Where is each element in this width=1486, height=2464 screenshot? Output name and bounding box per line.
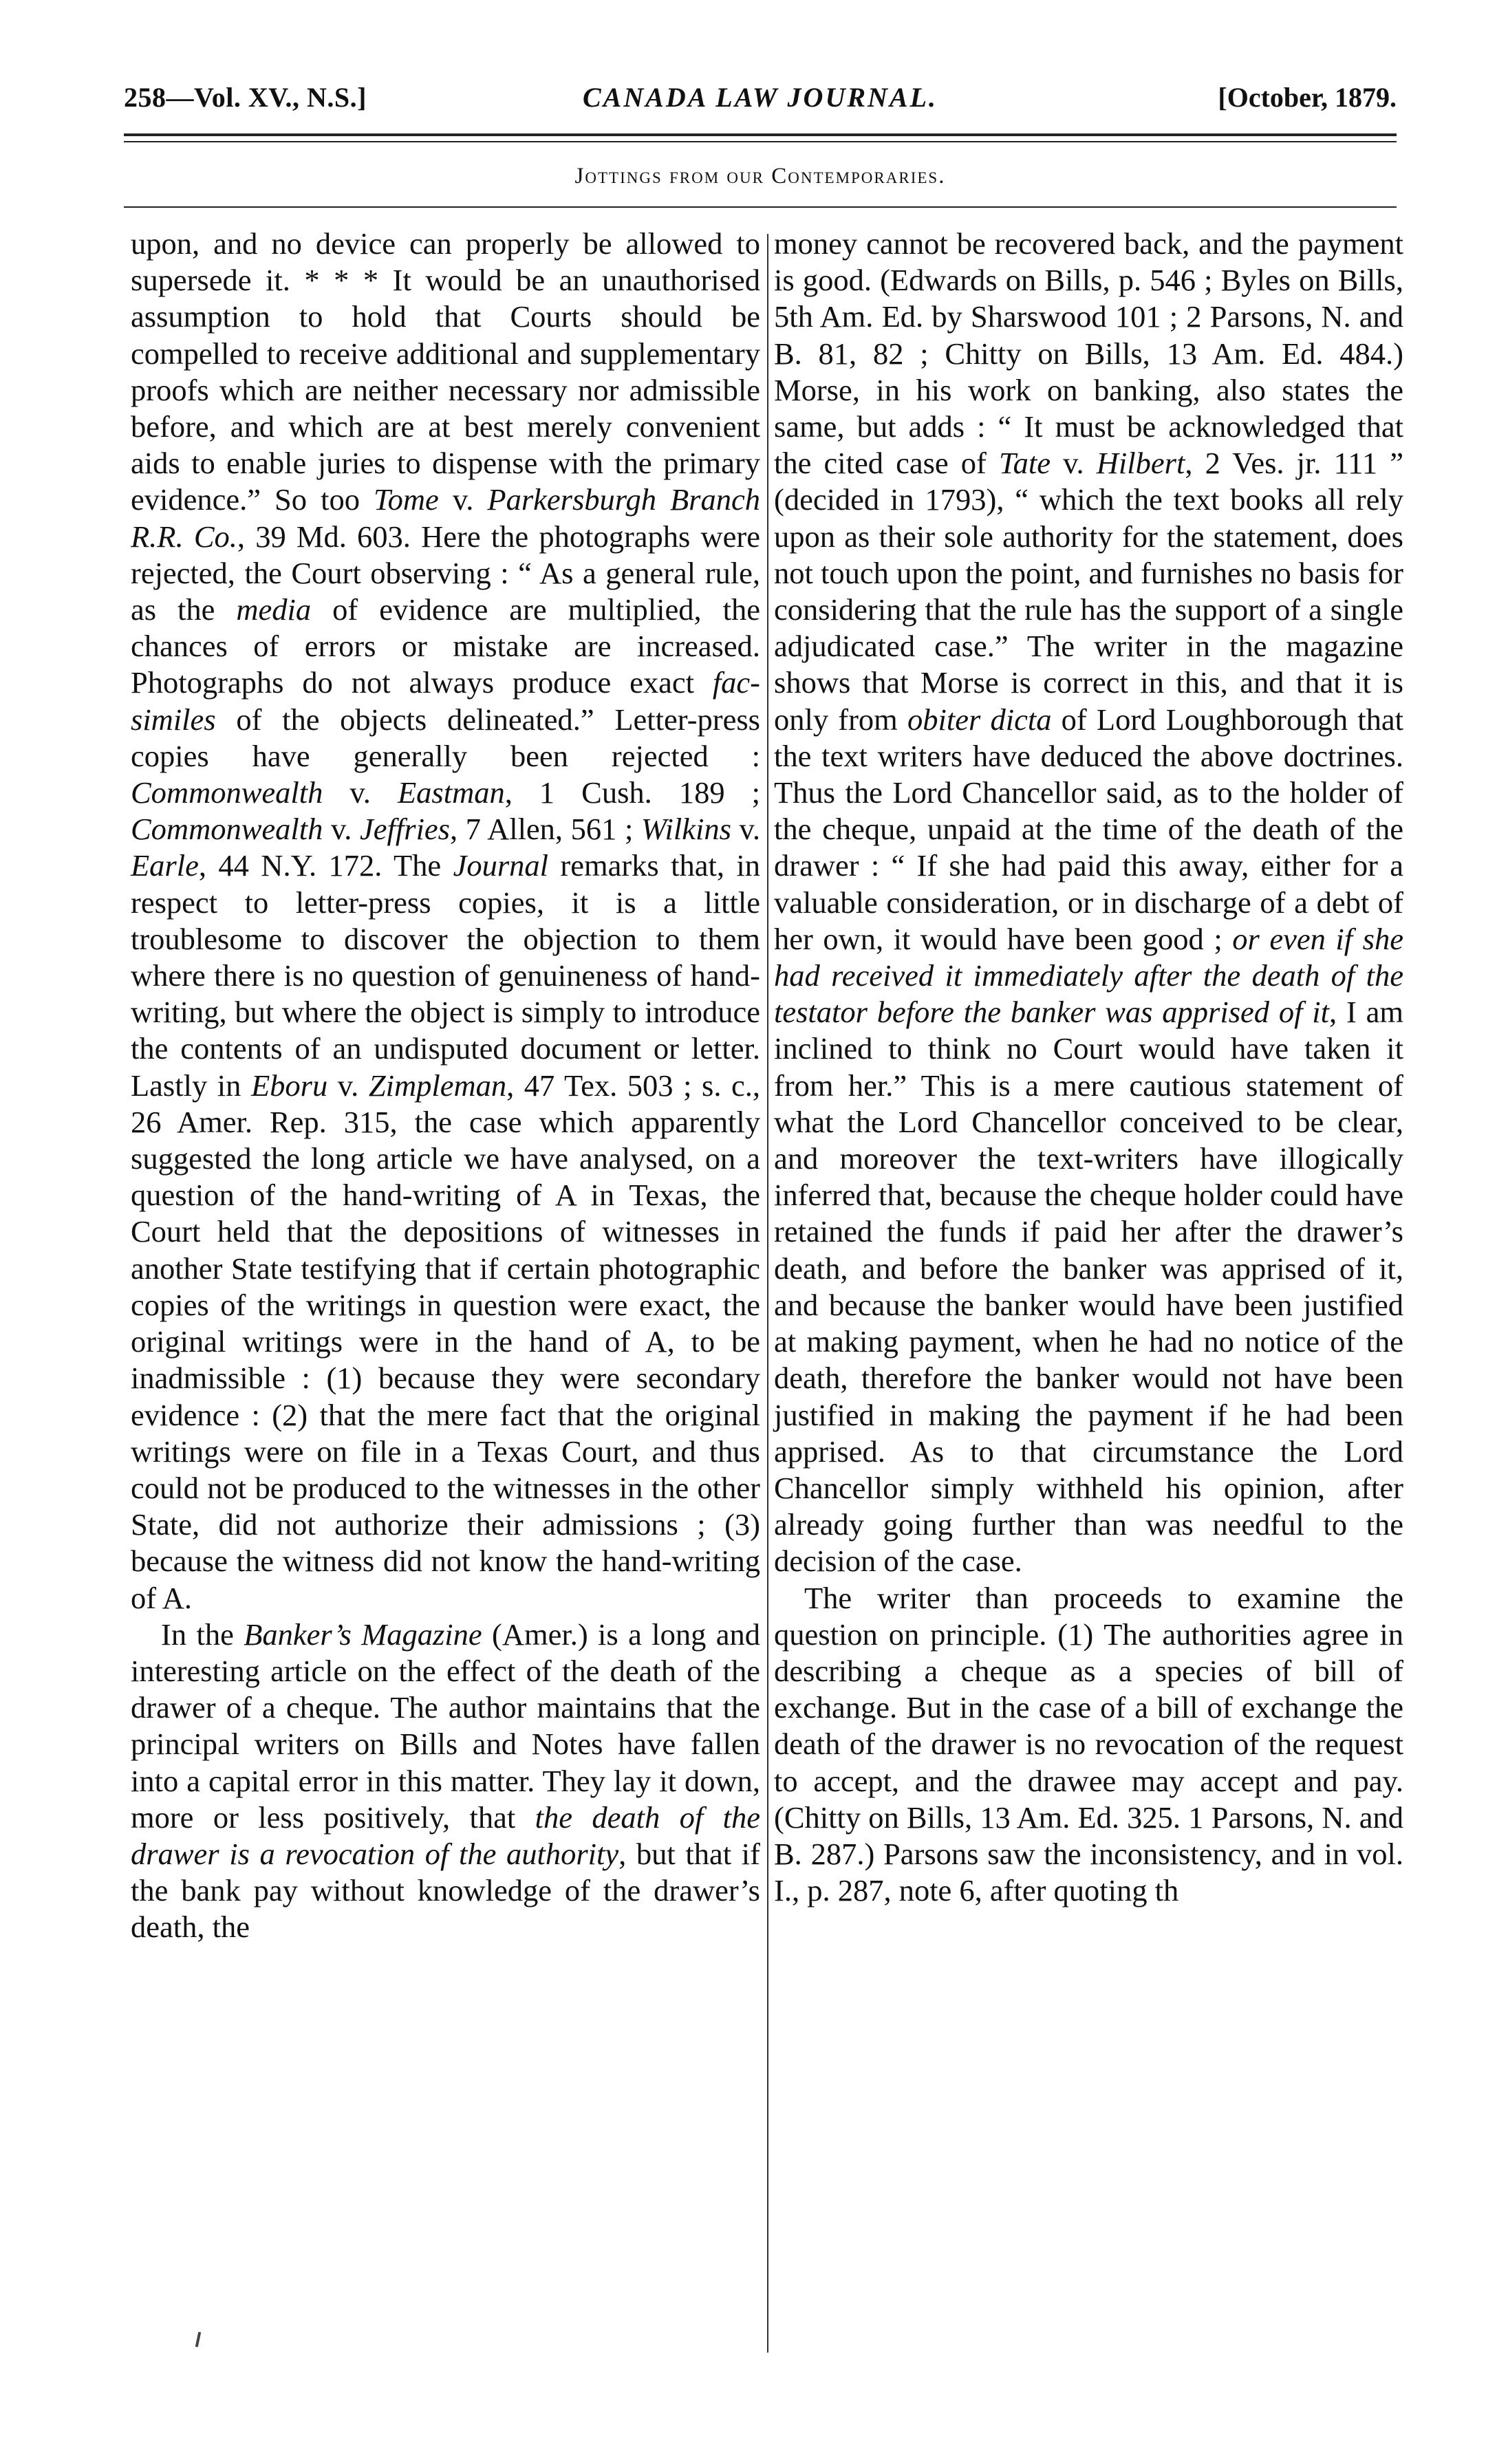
text-run: v. [323, 775, 398, 810]
right-paragraph-2 [774, 1580, 1403, 1910]
right-paragraph-1 [774, 226, 1403, 1580]
left-column [131, 226, 760, 1946]
text-run: , 7 Allen, 561 ; [450, 812, 641, 847]
italic-run: Banker’s Magazine [244, 1617, 482, 1652]
italic-run: Wilkins [640, 812, 731, 847]
text-run: of Lord Loughborough that the text writers have deduced the above doctrines. Thus the Lord Chancellor said, as to the holder of the cheque, unpaid at the time of the death of the drawer : “ If she had paid this away, either for a valuable consideration, or in discharge of a debt of her own, it would have been good ; [774, 702, 1403, 956]
italic-run: Parkersburgh Branch R.R. Co. [131, 482, 760, 554]
text-run: v. [323, 812, 360, 847]
text-run: The writer than proceeds to examine the question on principle. (1) The authorities agree in describing a cheque as a species of bill of exchange. But in the case of a bill of exchange the death of the drawer is no revocation of the request to accept, and the drawee may accept and pay. (Chitty on Bills, 13 Am. Ed. 325. 1 Parsons, N. and B. 287.) Parsons saw the inconsistency, and in vol. I., p. 287, note 6, after quoting th [774, 1580, 1403, 1908]
italic-run: Zimpleman [368, 1068, 507, 1103]
italic-run: fac-similes [131, 665, 760, 737]
italic-run: Commonwealth [131, 812, 323, 847]
text-run: v. [1051, 446, 1097, 481]
text-run: , 47 Tex. 503 ; s. c., 26 Amer. Rep. 315, the case which apparently suggested the long article we have analysed, on a question of the hand-writing of A in Texas, the Court held that the depositions of witnesses in another State testifying that if certain photographic copies of the writings in question were exact, the original writings were in the hand of A, to be inadmissible : (1) because they were secondary evidence : (2) that the mere fact that the original writings were on file in a Texas Court, and thus could not be produced to the witnesses in the other State, did not authorize their admissions ; (3) because the witness did not know the hand-writing of A. [131, 1068, 760, 1615]
stray-print-mark [195, 2332, 201, 2347]
journal-title: CANADA LAW JOURNAL. [582, 82, 938, 113]
text-run: remarks that, in respect to letter-press copies, it is a little troublesome to discover the objection to them where there is no question of genuineness of hand-writing, but where the object is simply to introduce the contents of an undisputed document or letter. Lastly in [131, 848, 760, 1103]
text-run: , I am inclined to think no Court would have taken it from her.” This is a mere cautious statement of what the Lord Chancellor conceived to be clear, and moreover the text-writers have illogically inferred that, because the cheque holder could have retained the funds if paid her after the drawer’s death, and before the banker was apprised of it, and because the banker would have been justified at making payment, when he had no notice of the death, therefore the banker would not have been justified in making the payment if he had been apprised. As to that circumstance the Lord Chancellor simply withheld his opinion, after already going further than was needful to the decision of the case. [774, 995, 1403, 1579]
header-rule-thick [124, 133, 1397, 136]
italic-run: obiter dicta [907, 702, 1052, 737]
italic-run: Hilbert [1096, 446, 1185, 481]
running-head [124, 81, 1397, 122]
italic-run: Tome [374, 482, 439, 517]
right-column [774, 226, 1403, 1909]
italic-run: Jeffries [360, 812, 450, 847]
italic-run: Eboru [250, 1068, 328, 1103]
issue-date: [October, 1879. [1218, 82, 1397, 113]
section-title: Jottings from our Contemporaries. [574, 164, 946, 188]
italic-run: Eastman [397, 775, 505, 810]
text-run: , 2 Ves. jr. 111 ” (decided in 1793), “ which the text books all rely upon as their sole authority for the statement, does not touch upon the point, and furnishes no basis for considering that the rule has the support of a single adjudicated case.” The writer in the magazine shows that Morse is correct in this, and that it is only from [774, 446, 1403, 737]
text-run: , 1 Cush. 189 ; [504, 775, 760, 810]
text-run: v. [438, 482, 488, 517]
text-run: , 39 Md. 603. Here the photographs were rejected, the Court observing : “ As a general rule, as the [131, 519, 760, 627]
text-run: of the objects delineated.” Letter-press copies have generally been rejected : [131, 702, 760, 773]
text-run: upon, and no device can properly be allowed to supersede it. * * * It would be an unauthorised assumption to hold that Courts should be compelled to receive additional and supplementary proofs which are neither necessary nor admissible before, and which are at best merely convenient aids to enable juries to dispense with the primary evidence.” So too [131, 226, 760, 517]
column-divider [767, 234, 768, 2353]
text-run: In the [161, 1617, 244, 1652]
text-run: money cannot be recovered back, and the payment is good. (Edwards on Bills, p. 546 ; Byles on Bills, 5th Am. Ed. by Sharswood 101 ; 2 Parsons, N. and B. 81, 82 ; Chitty on Bills, 13 Am. Ed. 484.) Morse, in his work on banking, also states the same, but adds : “ It must be acknowledged that the cited case of [774, 226, 1403, 481]
italic-run: media [236, 592, 312, 627]
italic-run: Tate [999, 446, 1051, 481]
italic-run: Earle [131, 848, 199, 883]
header-rule-thin [124, 141, 1397, 142]
left-paragraph-2 [131, 1617, 760, 1946]
page-folio: 258—Vol. XV., N.S.] [124, 82, 367, 113]
text-run: , but that if the bank pay without knowledge of the drawer’s death, the [131, 1836, 760, 1945]
left-paragraph-1 [131, 226, 760, 1617]
text-run: v. [731, 812, 760, 847]
text-run: , 44 N.Y. 172. The [198, 848, 453, 883]
italic-run: the death of the drawer is a revocation of the authority [131, 1800, 760, 1871]
italic-run: Commonwealth [131, 775, 323, 810]
text-run: (Amer.) is a long and interesting article on the effect of the death of the drawer of a cheque. The author maintains that the principal writers on Bills and Notes have fallen into a capital error in this matter. They lay it down, more or less positively, that [131, 1617, 760, 1835]
italic-run: or even if she had received it immediately after the death of the testator before the banker was apprised of it [774, 921, 1403, 1030]
text-run: v. [327, 1068, 369, 1103]
italic-run: Journal [453, 848, 548, 883]
text-run: of evidence are multiplied, the chances of errors or mistake are increased. Photographs do not always produce exact [131, 592, 761, 700]
section-rule [124, 206, 1397, 208]
